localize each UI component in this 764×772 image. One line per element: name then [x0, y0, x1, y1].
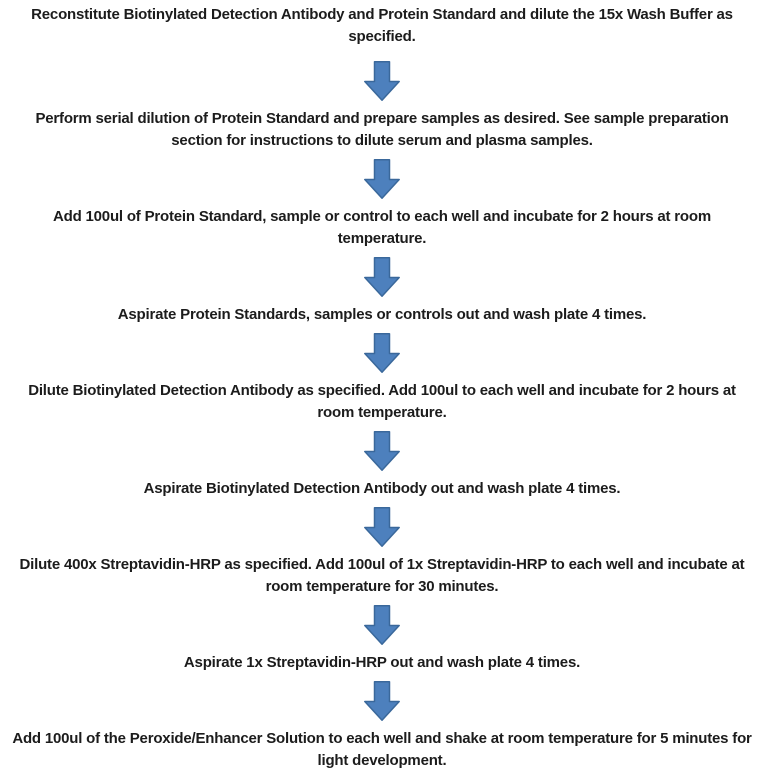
down-arrow-icon	[364, 431, 400, 471]
down-arrow-icon	[364, 605, 400, 645]
flow-step-1: Reconstitute Biotinylated Detection Antibody and Protein Standard and dilute the 15x Wash Buffer as specified.	[31, 6, 733, 45]
flow-step-3: Add 100ul of Protein Standard, sample or control to each well and incubate for 2 hours at room temperature.	[53, 208, 711, 247]
down-arrow-icon	[364, 333, 400, 373]
flow-step-4: Aspirate Protein Standards, samples or controls out and wash plate 4 times.	[117, 306, 647, 323]
down-arrow-icon	[364, 61, 400, 101]
flow-step-6: Aspirate Biotinylated Detection Antibody out and wash plate 4 times.	[143, 480, 621, 497]
flow-step-9: Add 100ul of the Peroxide/Enhancer Solution to each well and shake at room temperature for 5 minutes for light development.	[12, 730, 752, 769]
down-arrow-icon	[364, 507, 400, 547]
down-arrow-icon	[364, 159, 400, 199]
flow-step-8: Aspirate 1x Streptavidin-HRP out and wash plate 4 times.	[183, 654, 581, 671]
down-arrow-icon	[364, 681, 400, 721]
flow-step-2: Perform serial dilution of Protein Standard and prepare samples as desired. See sample preparation section for instructions to dilute serum and plasma samples.	[35, 110, 729, 149]
down-arrow-icon	[364, 257, 400, 297]
flow-step-7: Dilute 400x Streptavidin-HRP as specified. Add 100ul of 1x Streptavidin-HRP to each well and incubate at room temperature for 30 minutes.	[19, 556, 745, 595]
flow-step-5: Dilute Biotinylated Detection Antibody as specified. Add 100ul to each well and incubate for 2 hours at room temperature.	[28, 382, 736, 421]
